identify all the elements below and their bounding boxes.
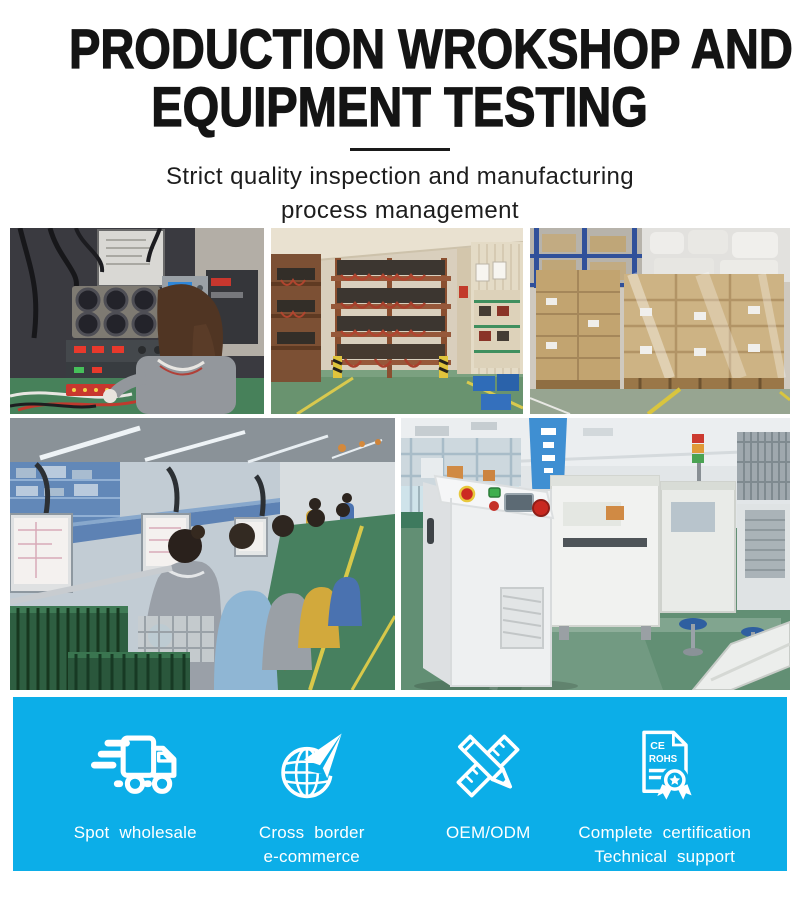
title-line-2: EQUIPMENT TESTING [151, 75, 649, 138]
photo-workshop-racks-image [271, 228, 523, 414]
photo-workshop-racks [271, 228, 523, 414]
globe-paper-plane-icon [278, 729, 346, 803]
header [0, 0, 800, 228]
certificate-icon [630, 728, 700, 804]
photo-equipment-testing [10, 228, 264, 414]
photo-warehouse-boxes-image [530, 228, 790, 414]
feature-label: OEM/ODM [445, 823, 531, 842]
feature-icon-box [630, 717, 700, 815]
feature-icon-box [451, 717, 525, 815]
subtitle-line-1: Strict quality inspection and manufacturing [165, 163, 635, 190]
feature-icon-box [91, 717, 179, 815]
title-divider [350, 148, 450, 151]
certificate-rohs-text: ROHS [648, 753, 677, 765]
photo-assembly-line-image [10, 418, 395, 690]
page-title [0, 0, 800, 136]
title-line-1: PRODUCTION WROKSHOP AND [68, 17, 793, 80]
delivery-truck-icon [91, 735, 179, 797]
gallery-row-1 [10, 228, 790, 414]
subtitle-line-2: process management [281, 197, 519, 224]
photo-equipment-testing-image [10, 228, 264, 414]
feature-cross-border-ecommerce [224, 697, 401, 871]
photo-warehouse-boxes [530, 228, 790, 414]
feature-spot-wholesale [47, 697, 224, 871]
features-band [13, 697, 787, 871]
feature-label: Spot wholesale [73, 823, 197, 842]
photo-gallery [10, 228, 790, 690]
feature-oem-odm [400, 697, 577, 871]
pencil-ruler-icon [451, 729, 525, 803]
gallery-row-2 [10, 418, 790, 690]
feature-label: Cross border e-commerce [258, 823, 365, 866]
photo-smt-machine-line-image [401, 418, 790, 690]
photo-smt-machine-line [401, 418, 790, 690]
subtitle [0, 160, 800, 228]
feature-certification [577, 697, 754, 871]
photo-assembly-line [10, 418, 395, 690]
feature-label: Complete certification Technical support [578, 823, 752, 866]
feature-icon-box [278, 717, 346, 815]
certificate-ce-text: CE [650, 740, 665, 753]
